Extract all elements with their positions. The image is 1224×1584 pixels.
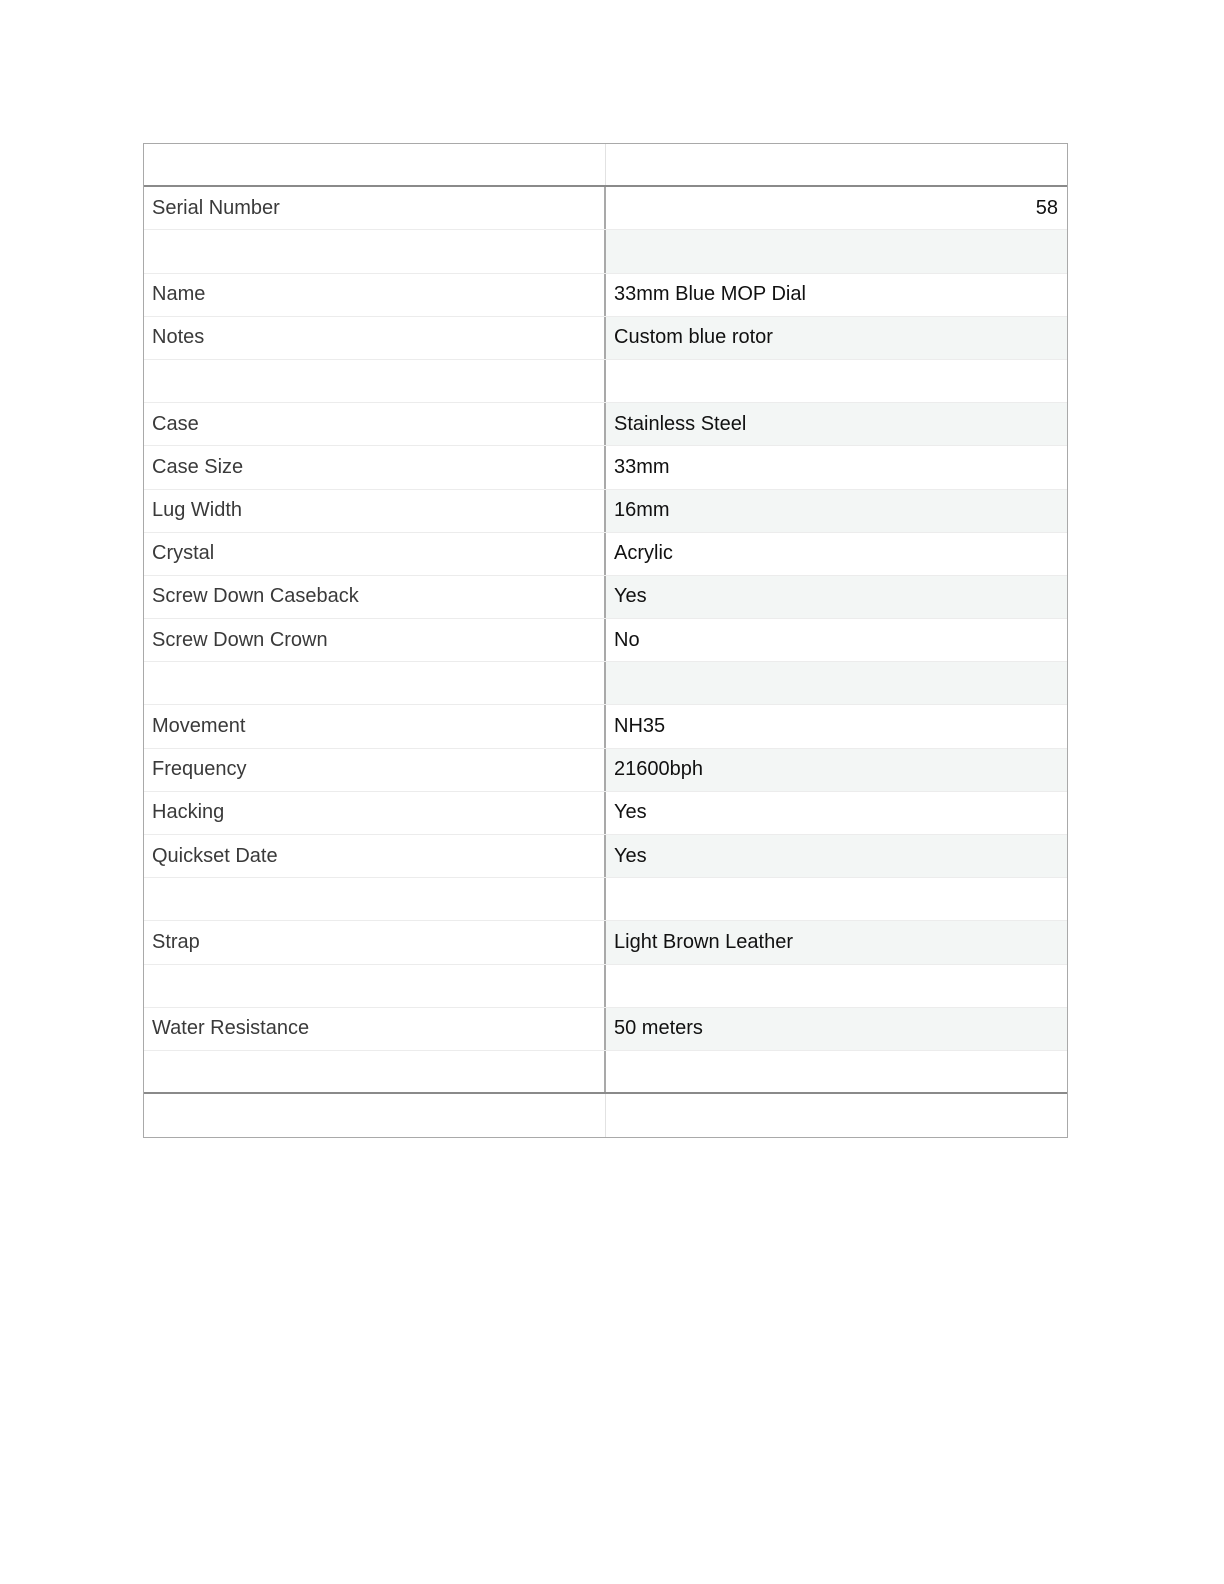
row-label <box>144 1094 606 1137</box>
table-row <box>144 446 1067 489</box>
row-value: Yes <box>614 801 647 824</box>
row-value: Stainless Steel <box>606 403 1067 445</box>
row-label: Name <box>144 274 606 316</box>
row-label <box>144 662 606 704</box>
row-label <box>144 144 606 185</box>
row-value <box>606 965 1067 1007</box>
table-row <box>144 576 1067 619</box>
row-label: Lug Width <box>144 490 606 532</box>
table-row <box>144 230 1067 273</box>
table-row <box>144 619 1067 662</box>
row-value: NH35 <box>614 715 666 738</box>
row-value: Yes <box>606 576 1067 618</box>
table-footer-row <box>144 1094 1067 1137</box>
row-value: Yes <box>606 835 1067 877</box>
row-value <box>606 144 1067 185</box>
row-label: Crystal <box>144 533 606 575</box>
table-row <box>144 317 1067 360</box>
row-value: 33mm <box>614 455 670 478</box>
table-header-row <box>144 144 1067 187</box>
table-row <box>144 490 1067 533</box>
row-value: Custom blue rotor <box>606 317 1067 359</box>
row-value: 21600bph <box>606 749 1067 791</box>
table-row <box>144 1051 1067 1094</box>
table-row <box>144 187 1067 230</box>
row-label <box>144 230 606 272</box>
row-label <box>144 878 606 920</box>
row-label: Screw Down Crown <box>144 619 606 661</box>
row-label: Frequency <box>144 749 606 791</box>
row-value: 33mm Blue MOP Dial <box>614 283 806 306</box>
row-label <box>144 360 606 402</box>
table-row <box>144 835 1067 878</box>
table-row <box>144 921 1067 964</box>
row-value <box>606 1094 1067 1137</box>
row-value: 16mm <box>606 490 1067 532</box>
table-row <box>144 878 1067 921</box>
row-label <box>144 1051 606 1092</box>
table-row <box>144 360 1067 403</box>
row-label: Screw Down Caseback <box>144 576 606 618</box>
table-row <box>144 274 1067 317</box>
table-row <box>144 403 1067 446</box>
row-value <box>606 662 1067 704</box>
table-row <box>144 705 1067 748</box>
row-label: Movement <box>144 705 606 747</box>
row-value <box>606 1051 1067 1092</box>
table-row <box>144 533 1067 576</box>
table-row <box>144 1008 1067 1051</box>
row-value: 50 meters <box>606 1008 1067 1050</box>
row-label: Serial Number <box>144 187 606 229</box>
row-label: Case <box>144 403 606 445</box>
row-value: 58 <box>1035 196 1058 219</box>
row-value: No <box>614 628 640 651</box>
table-row <box>144 662 1067 705</box>
table-row <box>144 749 1067 792</box>
table-row <box>144 965 1067 1008</box>
row-label: Quickset Date <box>144 835 606 877</box>
row-label: Water Resistance <box>144 1008 606 1050</box>
row-value <box>606 878 1067 920</box>
row-value: Light Brown Leather <box>606 921 1067 963</box>
row-label: Hacking <box>144 792 606 834</box>
row-value: Acrylic <box>614 542 673 565</box>
spec-table <box>143 143 1068 1138</box>
table-row <box>144 792 1067 835</box>
row-value <box>606 230 1067 272</box>
row-label: Case Size <box>144 446 606 488</box>
row-label: Strap <box>144 921 606 963</box>
row-value <box>606 360 1067 402</box>
row-label <box>144 965 606 1007</box>
row-label: Notes <box>144 317 606 359</box>
